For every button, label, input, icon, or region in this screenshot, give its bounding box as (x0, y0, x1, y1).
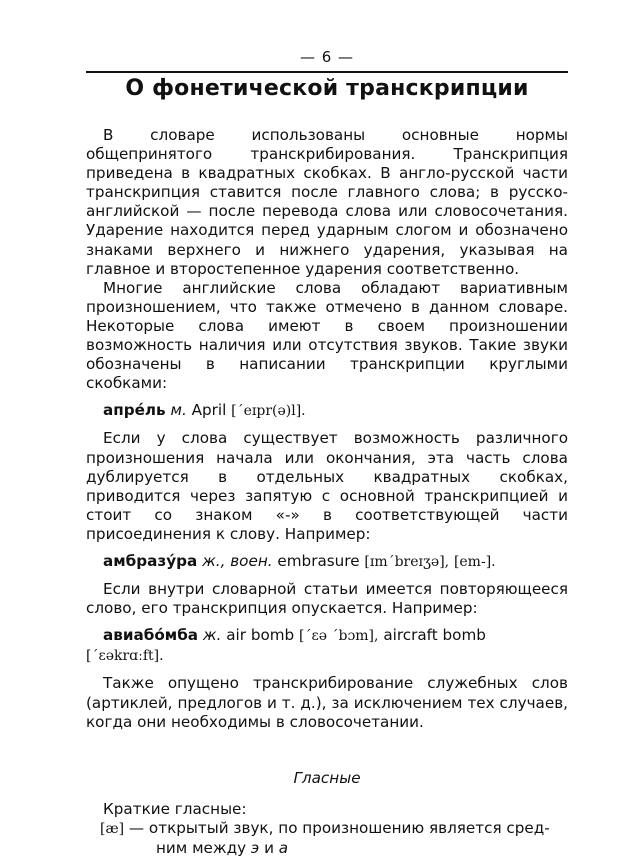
example-transcription: [ɪmˊbreɪʒə], (364, 553, 450, 570)
vowel-entry (86, 819, 568, 858)
example-translation: aircraft bomb (383, 626, 486, 645)
section-heading: Гласные (293, 768, 361, 787)
example-embrasure (86, 552, 568, 572)
vowel-letter: а (278, 839, 289, 857)
paragraph-duplicates: Если у слова существует возможность различного произношения начала или окончания, эта часть слова дублируется в отдельных квадратных скобках, приводится через запятую с основной транскрипцией и стоит со знаком «-» в соответствующей части присоединения к слову. Например: (86, 429, 568, 543)
vowel-symbol: [æ] (100, 820, 125, 837)
paragraph-variants: Многие английские слова обладают вариативным произношением, что также отмечено в данном словаре. Некоторые слова имеют в своем произношении возможность наличия или отсутствия звуков. Такие звуки обозначены в написании транскрипции круглыми скобками: (86, 278, 568, 393)
page-title: О фонетической транскрипции (125, 76, 529, 101)
page-body (86, 126, 568, 858)
example-gram: ж., (202, 551, 226, 570)
example-transcription: [ˊɛəkrɑːft]. (86, 648, 164, 665)
example-gram: м. (170, 401, 187, 420)
example-translation: air bomb (226, 626, 295, 645)
header-rule (86, 71, 568, 73)
section-subheading: Краткие гласные: (103, 799, 247, 818)
example-aerial-bomb (86, 626, 568, 666)
vowel-description: — открытый звук, по произношению является средним между (128, 818, 550, 857)
example-translation: embrasure (277, 551, 360, 570)
example-domain-label: воен. (230, 551, 273, 570)
vowel-conjunction: и (264, 839, 274, 857)
example-transcription: [ˊeɪpr(ə)l]. (231, 403, 306, 420)
example-variant: [em-]. (453, 553, 496, 570)
paragraph-function-words: Также опущено транскрибирование служебных слов (артиклей, предлогов и т. д.), за исключением тех случаев, когда они необходимы в словосочетании. (86, 674, 568, 731)
example-headword: амбразу́ра (103, 551, 198, 570)
example-gram: ж. (202, 626, 222, 645)
paragraph-intro: В словаре использованы основные нормы общепринятого транскрибирования. Транскрипция приведена в квадратных скобках. В англо-русской части транскрипция ставится после главного слова; в русско-английской — после перевода слова или словосочетания. Ударение находится перед ударным слогом и обозначено знаками верхнего и нижнего ударения, указывая на главное и второстепенное ударения соответственно. (86, 126, 568, 278)
page-number: — 6 — (299, 48, 355, 66)
paragraph-repeated: Если внутри словарной статьи имеется повторяющееся слово, его транскрипция опускается. Например: (86, 580, 568, 618)
example-headword: апре́ль (103, 401, 166, 420)
example-transcription: [ˊɛə ˊbɔm], (299, 628, 379, 645)
example-april (86, 401, 568, 421)
example-headword: авиабо́мба (103, 626, 199, 645)
vowel-letter: э (250, 839, 260, 857)
example-translation: April (191, 401, 227, 420)
